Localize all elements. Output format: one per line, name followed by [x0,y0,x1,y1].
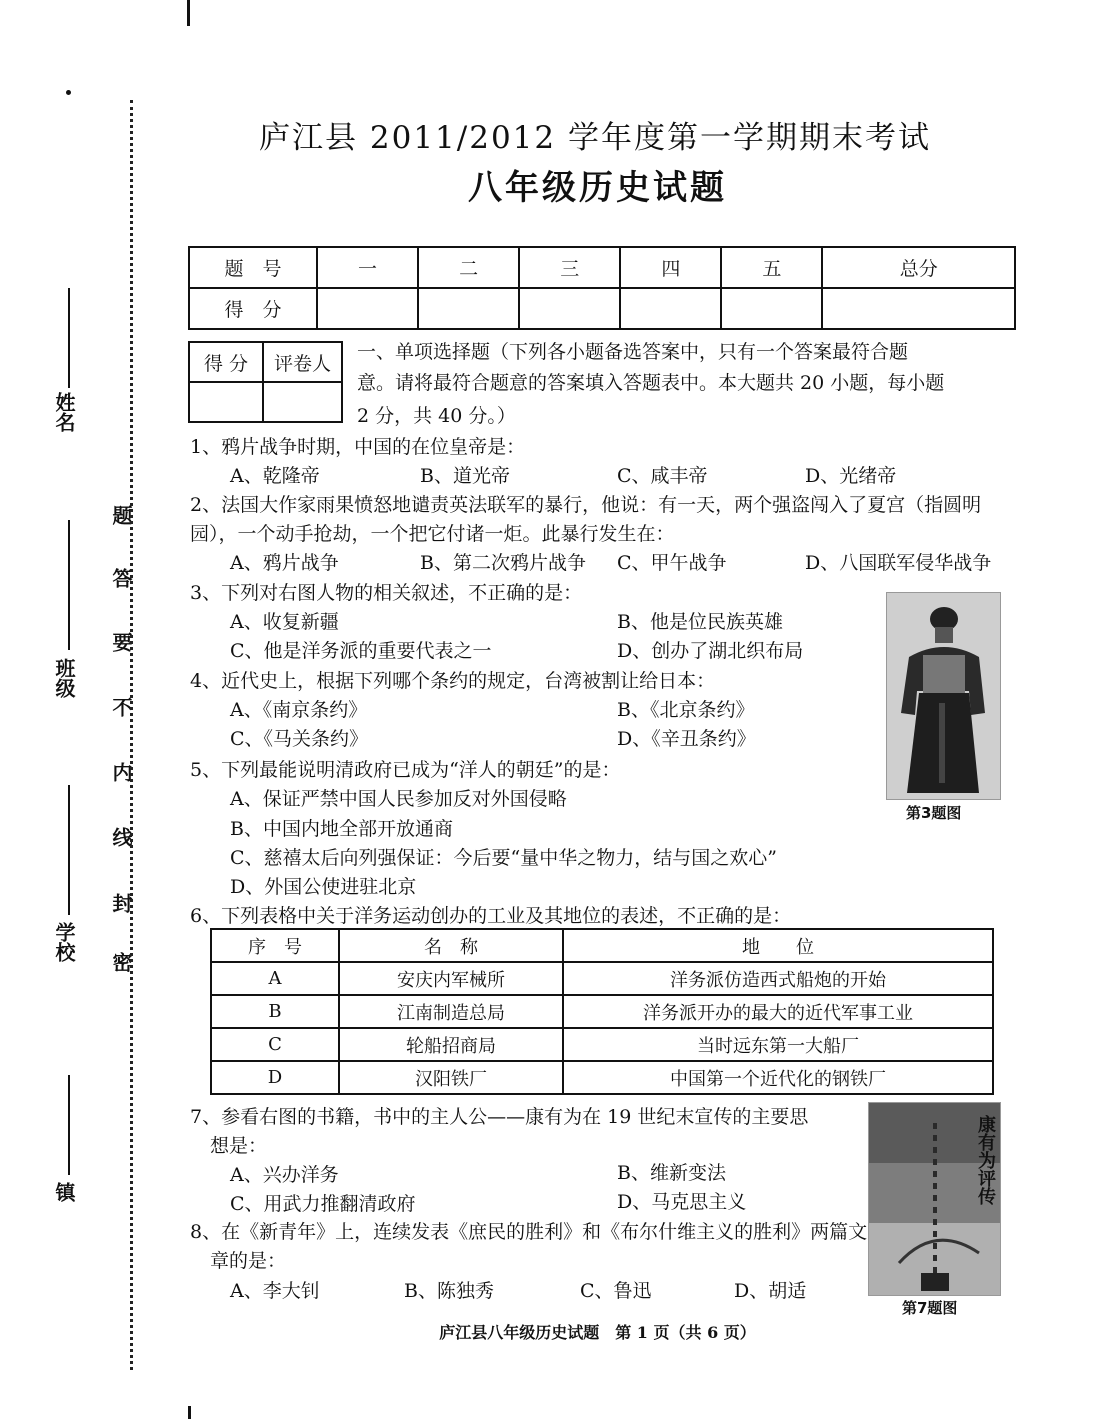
col-3: 三 [519,247,620,288]
q7-stem-line2: 想是： [210,1135,268,1157]
q4-option-c[interactable]: C、《马关条约》 [230,728,369,750]
grader-score-cell[interactable] [189,382,263,422]
seal-char-2: 答 [109,568,133,588]
town-field-line[interactable] [68,1075,70,1175]
exam-subtitle: 八年级历史试题 [468,168,727,208]
page-footer: 庐江县八年级历史试题 第 1 页（共 6 页） [439,1323,756,1342]
q3-option-c[interactable]: C、他是洋务派的重要代表之一 [230,640,492,662]
q6-row-d-name: 汉阳铁厂 [339,1061,563,1094]
q7-option-b[interactable]: B、维新变法 [617,1162,726,1184]
exam-title: 庐江县 2011/2012 学年度第一学期期末考试 [259,120,931,156]
q3-option-b[interactable]: B、他是位民族英雄 [617,611,783,633]
q8-option-b[interactable]: B、陈独秀 [404,1280,494,1302]
q5-option-a[interactable]: A、保证严禁中国人民参加反对外国侵略 [230,788,567,810]
score-row-label: 得 分 [189,288,317,329]
q8-option-a[interactable]: A、李大钊 [230,1280,320,1302]
margin-dot [66,90,71,95]
col-total: 总分 [822,247,1015,288]
q1-option-b[interactable]: B、道光帝 [420,465,510,487]
q3-stem: 3、下列对右图人物的相关叙述，不正确的是： [190,582,583,604]
figure-silhouette [887,593,1000,799]
q3-option-a[interactable]: A、收复新疆 [230,611,339,633]
q4-stem: 4、近代史上，根据下列哪个条约的规定，台湾被割让给日本： [190,670,716,692]
q8-stem-line1: 8、在《新青年》上，连续发表《庶民的胜利》和《布尔什维主义的胜利》两篇文 [190,1221,868,1243]
score-cell[interactable] [620,288,721,329]
col-1: 一 [317,247,418,288]
col-5: 五 [721,247,822,288]
table-row[interactable] [211,995,993,1028]
q6-header-status: 地 位 [563,929,993,962]
q6-stem: 6、下列表格中关于洋务运动创办的工业及其地位的表述，不正确的是： [190,905,792,927]
q8-option-d[interactable]: D、胡适 [734,1280,807,1302]
seal-char-6: 线 [109,827,133,847]
score-cell[interactable] [317,288,418,329]
q3-portrait-image [886,592,1001,800]
q6-row-a-key: A [211,962,339,995]
table-row[interactable] [211,962,993,995]
q5-option-d[interactable]: D、外国公使进驻北京 [230,876,417,898]
grader-name-label: 评卷人 [263,342,342,382]
q5-option-b[interactable]: B、中国内地全部开放通商 [230,818,453,840]
q2-option-a[interactable]: A、鸦片战争 [230,552,339,574]
q6-row-a-name: 安庆内军械所 [339,962,563,995]
q7-option-d[interactable]: D、马克思主义 [617,1191,747,1213]
q2-option-b[interactable]: B、第二次鸦片战争 [420,552,586,574]
question-number-label: 题 号 [189,247,317,288]
seal-char-4: 不 [109,697,133,717]
book-title: 康有为评传 [975,1115,996,1205]
q7-figure-caption: 第7题图 [902,1299,958,1317]
seal-char-1: 题 [109,505,133,525]
q8-option-c[interactable]: C、鲁迅 [580,1280,652,1302]
score-cell[interactable] [822,288,1015,329]
q3-figure-caption: 第3题图 [906,804,962,822]
seal-char-5: 内 [109,762,133,782]
col-4: 四 [620,247,721,288]
q6-row-b-key: B [211,995,339,1028]
binding-margin [0,0,135,1419]
school-label: 学校 [52,922,76,962]
q4-option-b[interactable]: B、《北京条约》 [617,699,755,721]
q6-row-d-key: D [211,1061,339,1094]
q5-option-c[interactable]: C、慈禧太后向列强保证：今后要“量中华之物力，结与国之欢心” [230,847,777,869]
q7-option-c[interactable]: C、用武力推翻清政府 [230,1193,416,1215]
q7-stem-line1: 7、参看右图的书籍，书中的主人公——康有为在 19 世纪末宣传的主要思 [190,1106,809,1128]
q4-option-d[interactable]: D、《辛丑条约》 [617,728,756,750]
q6-table [210,928,994,1095]
bottom-mark [188,1406,191,1419]
q8-stem-line2: 章的是： [210,1250,287,1272]
score-cell[interactable] [418,288,519,329]
q3-option-d[interactable]: D、创办了湖北织布局 [617,640,804,662]
q2-stem-line2: 园），一个动手抢劫，一个把它付诸一炬。此暴行发生在： [190,523,675,545]
q6-header-name: 名 称 [339,929,563,962]
score-cell[interactable] [721,288,822,329]
q1-stem: 1、鸦片战争时期，中国的在位皇帝是： [190,436,526,458]
q6-row-c-status: 当时远东第一大船厂 [563,1028,993,1061]
score-cell[interactable] [519,288,620,329]
grader-score-label: 得 分 [189,342,263,382]
grader-box [188,341,343,423]
q1-option-d[interactable]: D、光绪帝 [805,465,897,487]
q1-option-c[interactable]: C、咸丰帝 [617,465,708,487]
town-label: 镇 [52,1182,76,1202]
col-2: 二 [418,247,519,288]
grader-name-cell[interactable] [263,382,342,422]
section-1-instruction-line2: 意。请将最符合题意的答案填入答题表中。本大题共 20 小题，每小题 [357,372,945,394]
section-1-instruction-line1: 一、单项选择题（下列各小题备选答案中，只有一个答案最符合题 [357,341,909,363]
margin-mark [187,0,190,26]
q4-option-a[interactable]: A、《南京条约》 [230,699,368,721]
q7-option-a[interactable]: A、兴办洋务 [230,1164,339,1186]
q5-stem: 5、下列最能说明清政府已成为“洋人的朝廷”的是： [190,759,621,781]
table-row[interactable] [211,1028,993,1061]
q6-header-number: 序 号 [211,929,339,962]
class-field-line[interactable] [68,520,70,650]
school-field-line[interactable] [68,785,70,915]
seal-char-8: 密 [109,952,133,972]
class-label: 班级 [52,658,76,698]
q6-row-b-name: 江南制造总局 [339,995,563,1028]
seal-dotted-line [130,100,133,1370]
q7-book-cover-image [868,1102,1001,1296]
q6-row-d-status: 中国第一个近代化的钢铁厂 [563,1061,993,1094]
seal-char-7: 封 [109,893,133,913]
name-label: 姓名 [52,392,76,432]
table-row[interactable] [211,1061,993,1094]
seal-char-3: 要 [109,632,133,652]
q6-row-c-name: 轮船招商局 [339,1028,563,1061]
q6-row-a-status: 洋务派仿造西式船炮的开始 [563,962,993,995]
q6-row-c-key: C [211,1028,339,1061]
section-1-instruction-line3: 2 分，共 40 分。） [357,405,516,427]
q6-row-b-status: 洋务派开办的最大的近代军事工业 [563,995,993,1028]
q1-option-a[interactable]: A、乾隆帝 [230,465,320,487]
q2-option-c[interactable]: C、甲午战争 [617,552,727,574]
name-field-line[interactable] [68,288,70,388]
q2-stem-line1: 2、法国大作家雨果愤怒地谴责英法联军的暴行，他说：有一天，两个强盗闯入了夏宫（指圆明 [190,494,982,516]
score-table [188,246,1016,330]
q2-option-d[interactable]: D、八国联军侵华战争 [805,552,992,574]
